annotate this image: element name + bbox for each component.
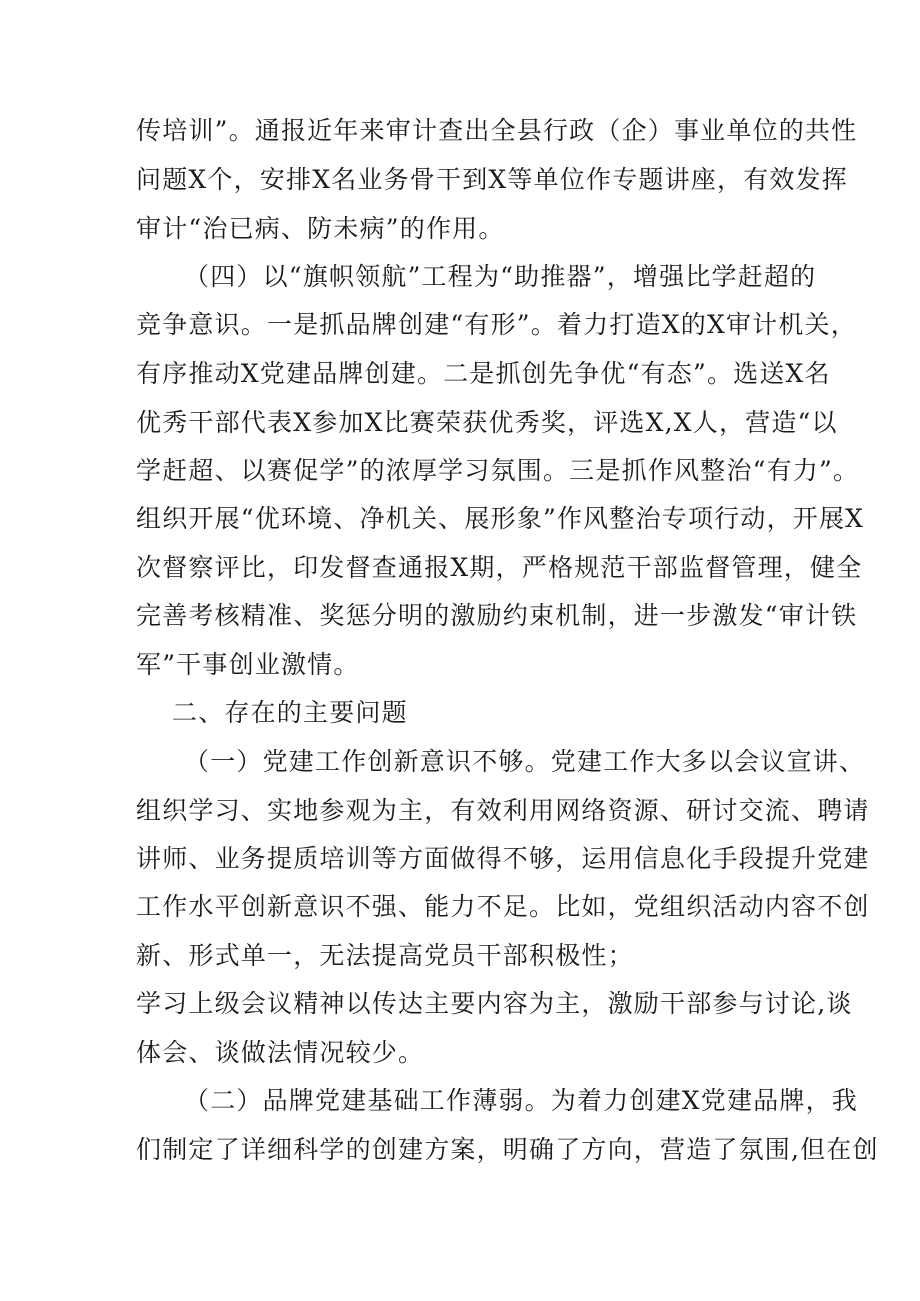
- text-line: 工作水平创新意识不强、能力不足。比如，党组织活动内容不创: [136, 892, 870, 921]
- text-line: 次督察评比，印发督查通报X期，严格规范干部监督管理，健全: [136, 553, 863, 582]
- text-line: 问题X个，安排X名业务骨干到X等单位作专题讲座，有效发挥: [136, 165, 848, 194]
- text-line: 学习上级会议精神以传达主要内容为主，激励干部参与讨论,谈: [136, 989, 853, 1018]
- text-line: 竞争意识。一是抓品牌创建“有形”。着力打造X的X审计机关，: [136, 310, 857, 339]
- paragraph-heading: （一）党建工作创新意识不够。党建工作大多以会议宣讲、: [184, 747, 866, 776]
- text-line: 有序推动X党建品牌创建。二是抓创先争优“有态”。选送X名: [136, 359, 831, 388]
- paragraph-heading: （二）品牌党建基础工作薄弱。为着力创建X党建品牌，我: [184, 1086, 859, 1115]
- text-line: 完善考核精准、奖惩分明的激励约束机制，进一步激发“审计铁: [136, 601, 858, 630]
- text-line: 审计“治已病、防未病”的作用。: [136, 214, 505, 243]
- text-line: 传培训”。通报近年来审计查出全县行政（企）事业单位的共性: [136, 116, 858, 145]
- section-heading: 二、存在的主要问题: [172, 698, 408, 727]
- text-line: 学赶超、以赛促学”的浓厚学习氛围。三是抓作风整治“有力”。: [136, 456, 860, 485]
- text-line: 组织学习、实地参观为主，有效利用网络资源、研讨交流、聘请: [136, 796, 870, 825]
- text-line: 体会、谈做法情况较少。: [136, 1038, 425, 1067]
- text-line: 讲师、业务提质培训等方面做得不够，运用信息化手段提升党建: [136, 844, 870, 873]
- paragraph-heading: （四）以“旗帜领航”工程为“助推器”，增强比学赶超的: [184, 262, 817, 291]
- text-line: 优秀干部代表X参加X比赛荣获优秀奖，评选X,X人，营造“以: [136, 408, 838, 437]
- text-line: 新、形式单一，无法提高党员干部积极性；: [136, 941, 634, 970]
- text-line: 们制定了详细科学的创建方案，明确了方向，营造了氛围,但在创: [136, 1135, 879, 1164]
- text-line: 军”干事创业激情。: [136, 650, 360, 679]
- text-line: 组织开展“优环境、净机关、展形象”作风整治专项行动，开展X: [136, 504, 865, 533]
